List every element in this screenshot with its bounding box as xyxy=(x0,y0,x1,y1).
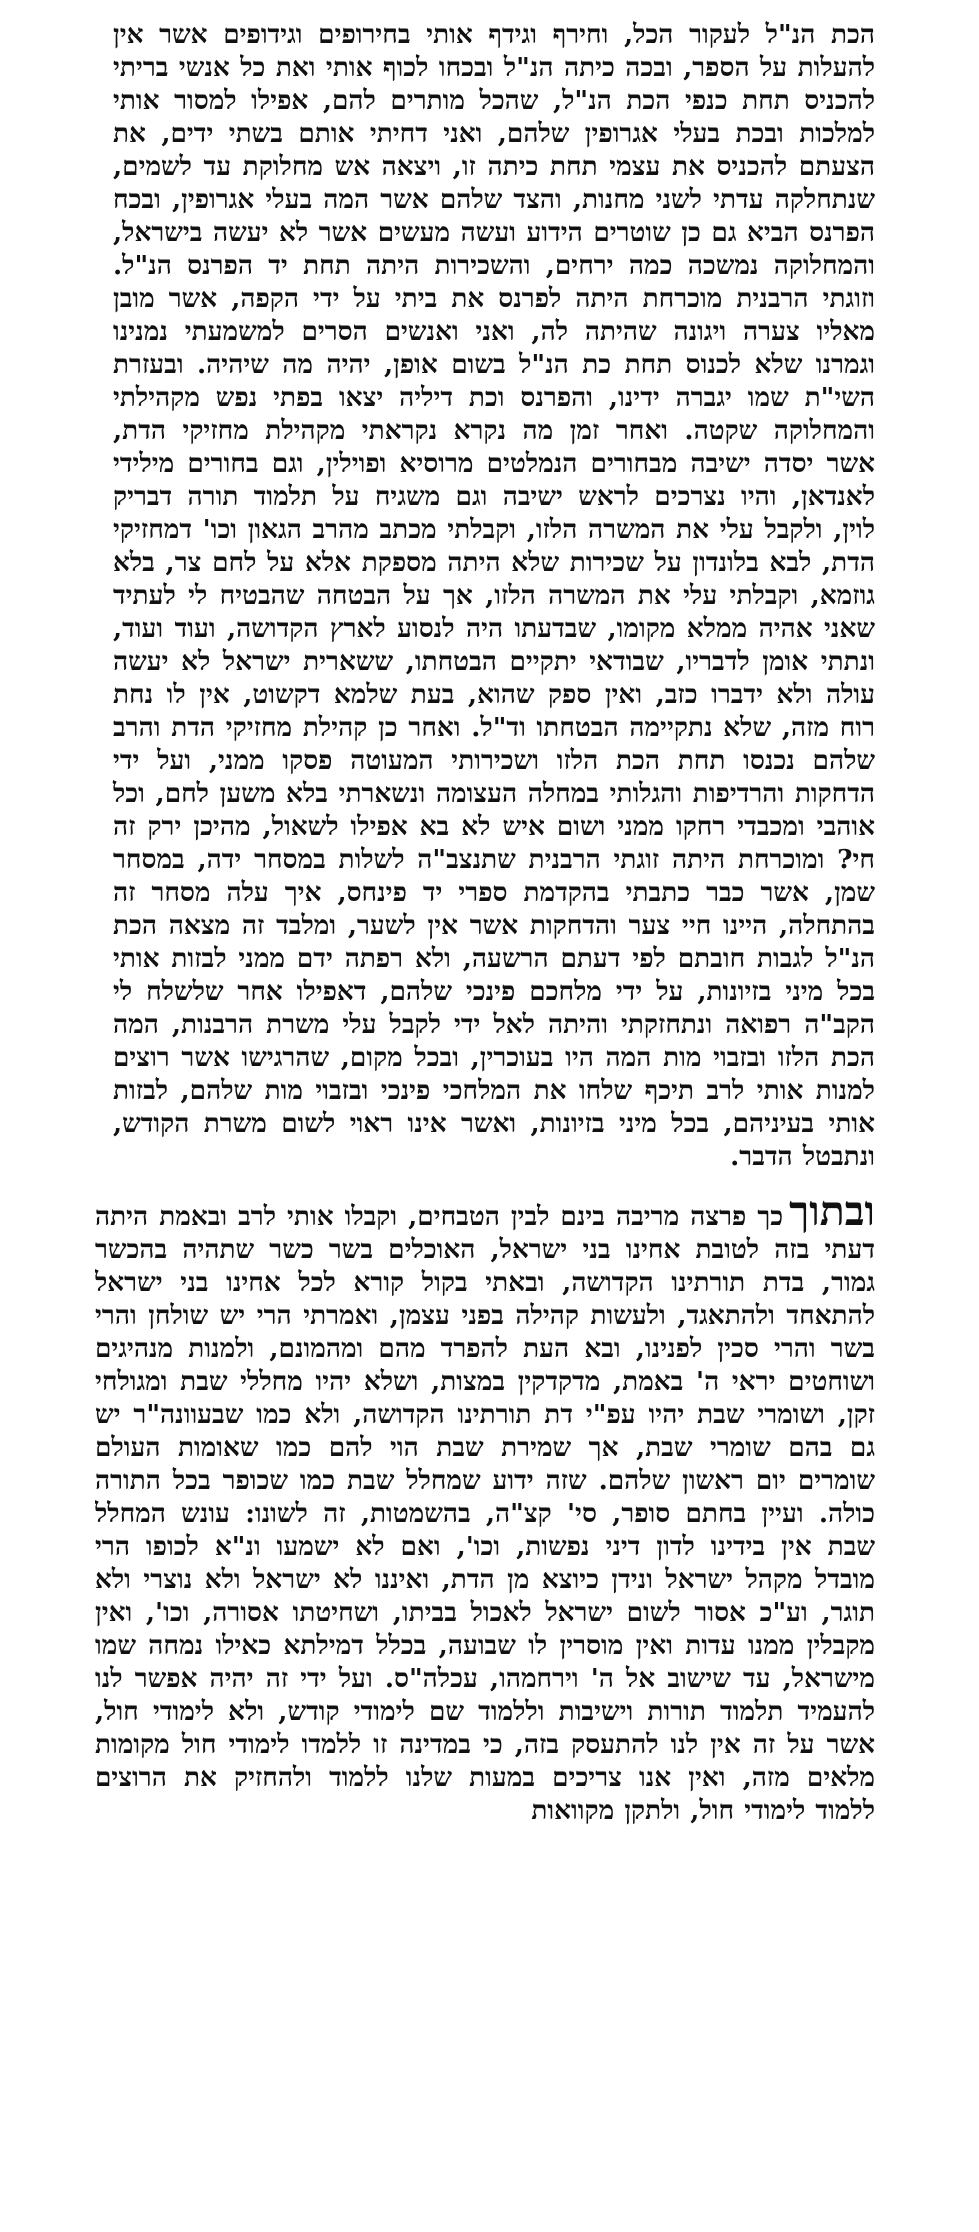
paragraph-1: הכת הנ"ל לעקור הכל, וחירף וגידף אותי בחירופים וגידופים אשר אין להעלות על הספר, ובכה כיתה הנ"ל ובכחו לכוף אותי ואת כל אנשי בריתי להכניס תחת כנפי הכת הנ"ל, שהכל מותרים להם, אפילו למסור אותי למלכות ובכת בעלי אגרופין שלהם, ואני דחיתי אותם בשתי ידים, את הצעתם להכניס את עצמי תחת כיתה זו, ויצאה אש מחלוקת עד לשמים, שנתחלקה עדתי לשני מחנות, והצד שלהם אשר המה בעלי אגרופין, ובכח הפרנס הביא גם כן שוטרים הידוע ועשה מעשים אשר לא יעשה בישראל, והמחלוקה נמשכה כמה ירחים, והשכירות היתה תחת יד הפרנס הנ"ל. וזוגתי הרבנית מוכרחת היתה לפרנס את ביתי על ידי הקפה, אשר מובן מאליו צערה ויגונה שהיתה לה, ואני ואנשים הסרים למשמעתי נמנינו וגמרנו שלא לכנוס תחת כת הנ"ל בשום אופן, יהיה מה שיהיה. ובעזרת השי"ת שמו יגברה ידינו, והפרנס וכת דיליה יצאו בפתי נפש מקהילתי והמחלוקה שקטה. ואחר זמן מה נקרא נקראתי מקהילת מחזיקי הדת, אשר יסדה ישיבה מבחורים הנמלטים מרוסיא ופוילין, וגם בחורים מילידי לאנדאן, והיו נצרכים לראש ישיבה וגם משגיח על תלמוד תורה דבריק לוין, ולקבל עלי את המשרה הלזו, וקבלתי מכתב מהרב הגאון וכו' דמחזיקי הדת, לבא בלונדון על שכירות שלא היתה מספקת אלא על לחם צר, בלא גוזמא, וקבלתי עלי את המשרה הלזו, אך על הבטחה שהבטיח לי לעתיד שאני אהיה ממלא מקומו, שבדעתו היה לנסוע לארץ הקדושה, ועוד ועוד, ונתתי אומן לדבריו, שבודאי יתקיים הבטחתו, ששארית ישראל לא יעשה עולה ולא ידברו כזב, ואין ספק שהוא, בעת שלמא דקשוט, אין לו נחת רוח מזה, שלא נתקיימה הבטחתו וד"ל. ואחר כן קהילת מחזיקי הדת והרב שלהם נכנסו תחת הכת הלזו ושכירותי המעוטה פסקו ממני, ועל ידי הדחקות והרדיפות והגלותי במחלה העצומה ונשארתי בלא משען לחם, וכל אוהבי ומכבדי רחקו ממני ושום איש לא בא אפילו לשאול, מהיכן ירק זה חי? ומוכרחת היתה זוגתי הרבנית שתנצב"ה לשלות במסחר ידה, במסחר שמן, אשר כבר כתבתי בהקדמת ספרי יד פינחס, איך עלה מסחר זה בהתחלה, היינו חיי צער והדחקות אשר אין לשער, ומלבד זה מצאה הכת הנ"ל לגבות חובתם לפי דעתם הרשעה, ולא רפתה ידם ממני לבזות אותי בכל מיני בזיונות, על ידי מלחכם פינכי שלהם, דאפילו אחר שלשלח לי הקב"ה רפואה ונתחזקתי והיתה לאל ידי לקבל עלי משרת הרבנות, המה הכת הלזו ובזבוי מות המה היו בעוכרין, ובכל מקום, שהרגישו אשר רוצים למנות אותי לרב תיכף שלחו את המלחכי פינכי ובזבוי מות שלהם, לבזות אותי בעיניהם, בכל מיני בזיונות, ואשר אינו ראוי לשום משרת הקודש, ונתבטל הדבר. xyxy=(113,19,875,1172)
document-page xyxy=(95,18,875,2218)
paragraph-2-block xyxy=(95,1187,875,1827)
paragraph-2: כך פרצה מריבה בינם לבין הטבחים, וקבלו אותי לרב ובאמת היתה דעתי בזה לטובת אחינו בני ישראל, האוכלים בשר כשר שתהיה בהכשר גמור, בדת תורתינו הקדושה, ובאתי בקול קורא לכל אחינו בני ישראל להתאחד ולהתאגד, ולעשות קהילה בפני עצמן, ואמרתי הרי יש שולחן והרי בשר והרי סכין לפנינו, ובא העת להפרד מהם ומהמונם, ולמנות מנהיגים ושוחטים יראי ה' באמת, מדקדקין במצות, ושלא יהיו מחללי שבת ומגולחי זקן, ושומרי שבת יהיו עפ"י דת תורתינו הקדושה, ולא כמו שבעוונה"ר יש גם בהם שומרי שבת, אך שמירת שבת הוי להם כמו שאומות העולם שומרים יום ראשון שלהם. שזה ידוע שמחלל שבת כמו שכופר בכל התורה כולה. ועיין בחתם סופר, סי' קצ"ה, בהשמטות, זה לשונו: עונש המחלל שבת אין בידינו לדון דיני נפשות, וכו', ואם לא ישמעו ונ"א לכופו הרי מובדל מקהל ישראל ונידן כיוצא מן הדת, ואיננו לא ישראל ולא נוצרי ולא תוגר, וע"כ אסור לשום ישראל לאכול בביתו, ושחיטתו אסורה, וכו', ואין מקבלין ממנו עדות ואין מוסרין לו שבועה, בכלל דמילתא כאילו נמחה שמו מישראל, עד שישוב אל ה' וירחמהו, עכלה"ס. ועל ידי זה יהיה אפשר לנו להעמיד תלמוד תורות וישיבות וללמוד שם לימודי קודש, ולא לימודי חול, אשר על זה אין לנו להתעסק בזה, כי במדינה זו ללמדו לימודי חול מקומות מלאים מזה, ואין אנו צריכים במעות שלנו ללמוד ולהחזיק את הרוצים ללמוד לימודי חול, ולתקן מקוואות xyxy=(95,1201,875,1826)
initial-word: ובתוך xyxy=(789,1187,875,1235)
